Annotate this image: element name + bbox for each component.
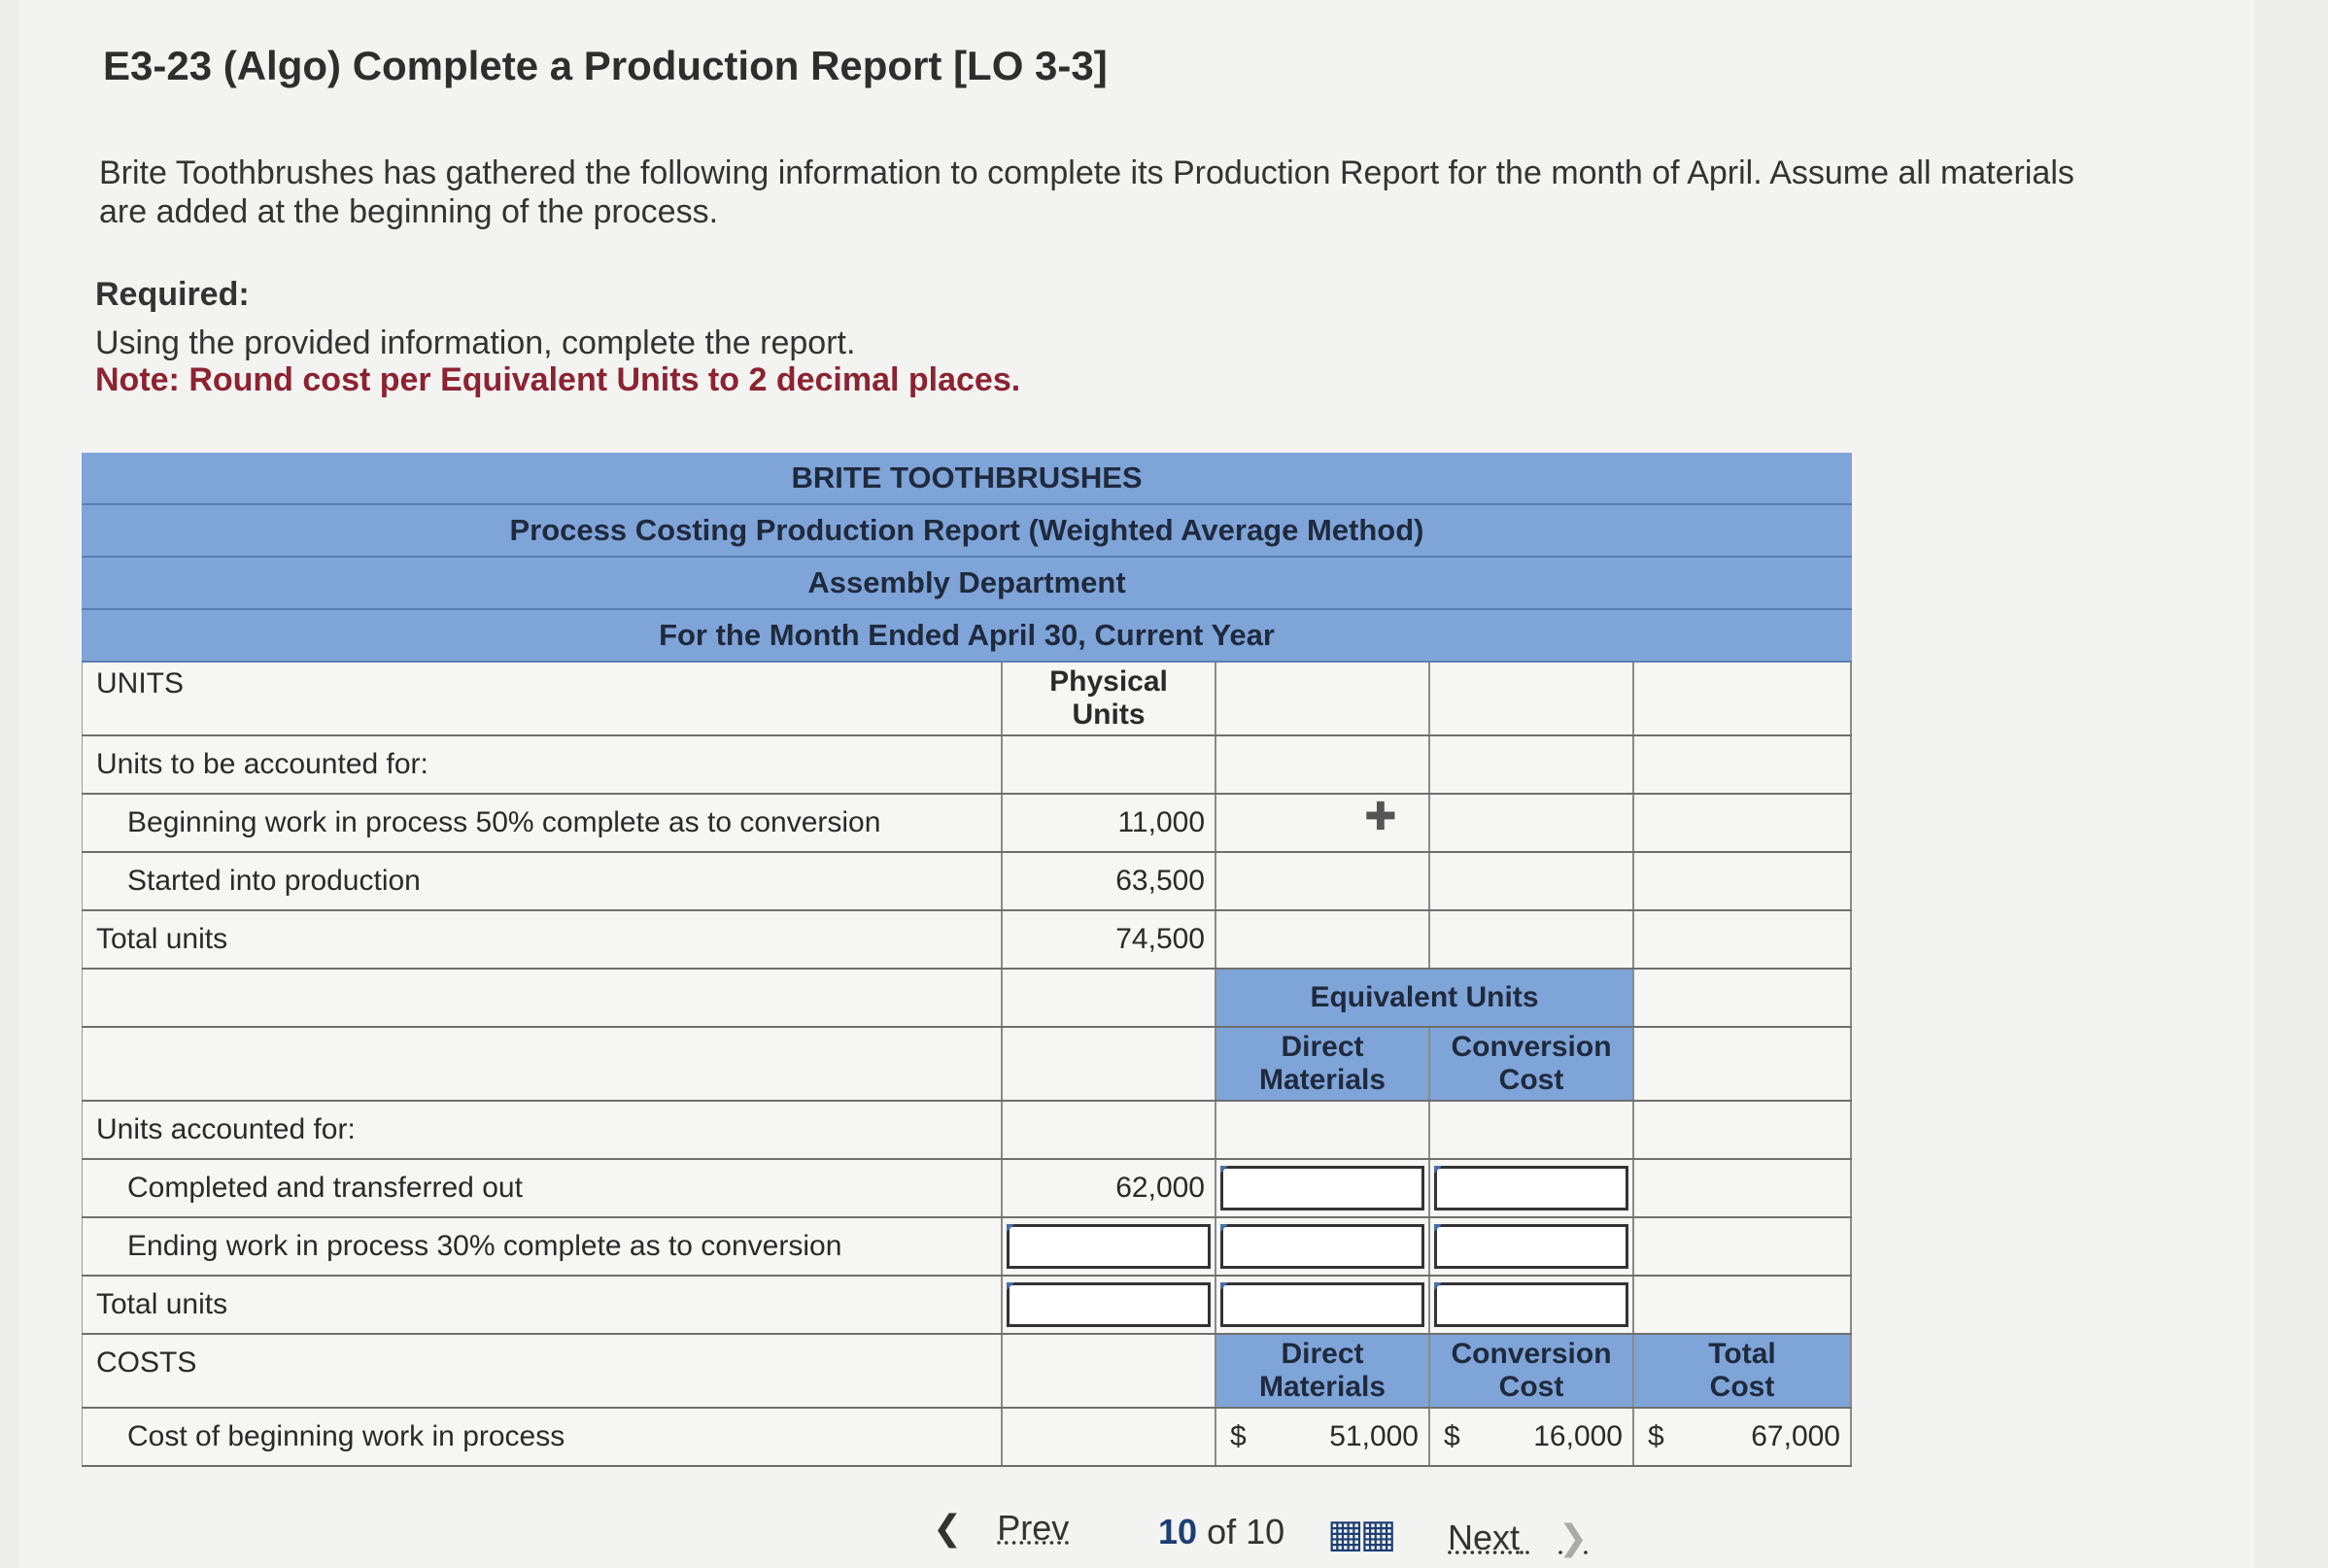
units-header-row	[82, 663, 1852, 736]
total-units-row	[82, 911, 1852, 970]
eu-direct-line2: Materials	[1258, 1064, 1387, 1096]
problem-title: E3-23 (Algo) Complete a Production Report [LO 3-3]	[103, 43, 1108, 88]
report-period: For the Month Ended April 30, Current Year	[82, 610, 1852, 663]
prev-button[interactable]	[933, 1508, 1069, 1549]
chevron-right-icon: ❯	[1558, 1517, 1589, 1557]
beg-cost-row	[82, 1409, 1852, 1467]
completed-units: 62,000	[1001, 1160, 1215, 1216]
prev-label: Prev	[997, 1508, 1070, 1548]
ending-wip-label: Ending work in process 30% complete as to conversion	[82, 1218, 1001, 1275]
beg-cost-dm: 51,000	[1329, 1420, 1419, 1452]
physical-units-line2: Units	[1072, 699, 1146, 731]
rounding-note: Note: Round cost per Equivalent Units to 2 decimal places.	[95, 361, 1021, 398]
move-cursor-icon: ✚	[1364, 796, 1397, 838]
ending-wip-units-input[interactable]	[1007, 1224, 1211, 1269]
beg-cost-label: Cost of beginning work in process	[82, 1409, 1001, 1465]
started-units: 63,500	[1001, 853, 1215, 909]
completed-cc-input[interactable]	[1434, 1166, 1628, 1210]
beg-cost-total: 67,000	[1751, 1420, 1840, 1452]
total-cc-input[interactable]	[1434, 1282, 1628, 1327]
next-label: Next	[1448, 1517, 1521, 1557]
total-dm-input[interactable]	[1220, 1282, 1424, 1327]
eu-conversion-line2: Cost	[1498, 1064, 1564, 1096]
total-units-label-2: Total units	[82, 1277, 1001, 1333]
cost-direct-line2: Materials	[1258, 1371, 1387, 1403]
pagination	[933, 1498, 1632, 1556]
cost-conversion-line2: Cost	[1498, 1371, 1564, 1403]
eu-subheader-row	[82, 1028, 1852, 1102]
costs-header-row	[82, 1335, 1852, 1409]
problem-intro: Brite Toothbrushes has gathered the following information to complete its Production Report for the month of April. Assume all materials are added at the beginning of the process.	[99, 154, 2074, 230]
total-units-accounted-row	[82, 1277, 1852, 1335]
required-heading: Required:	[95, 276, 250, 313]
total-units-value: 74,500	[1001, 911, 1215, 968]
report-company: BRITE TOOTHBRUSHES	[82, 453, 1852, 505]
beg-wip-units: 11,000	[1001, 795, 1215, 851]
units-label: UNITS	[82, 663, 1001, 734]
units-accounted-row	[82, 1102, 1852, 1160]
next-button[interactable]	[1448, 1517, 1588, 1558]
started-label: Started into production	[82, 853, 1001, 909]
grid-icon[interactable]: ▦▦	[1327, 1513, 1393, 1555]
equivalent-units-row	[82, 970, 1852, 1028]
equivalent-units-header: Equivalent Units	[1215, 970, 1632, 1026]
page-counter	[1158, 1512, 1284, 1552]
production-report	[82, 453, 1852, 1467]
beg-cost-cc: 16,000	[1533, 1420, 1623, 1452]
beg-cost-dm-dollar: $	[1230, 1420, 1247, 1452]
units-to-account-label: Units to be accounted for:	[82, 736, 1001, 793]
eu-direct-line1: Direct	[1281, 1031, 1364, 1063]
physical-units-line1: Physical	[1049, 665, 1168, 698]
completed-row	[82, 1160, 1852, 1218]
cost-conversion-line1: Conversion	[1451, 1338, 1612, 1370]
beg-wip-row	[82, 795, 1852, 853]
required-text: Using the provided information, complete the report.	[95, 324, 856, 361]
report-department: Assembly Department	[82, 558, 1852, 610]
total-units-input[interactable]	[1007, 1282, 1211, 1327]
beg-cost-total-dollar: $	[1648, 1420, 1664, 1452]
chevron-left-icon: ❮	[933, 1508, 963, 1548]
report-title: Process Costing Production Report (Weighted Average Method)	[82, 505, 1852, 558]
completed-dm-input[interactable]	[1220, 1166, 1424, 1210]
completed-label: Completed and transferred out	[82, 1160, 1001, 1216]
cost-direct-line1: Direct	[1281, 1338, 1364, 1370]
total-units-label: Total units	[82, 911, 1001, 968]
ending-wip-dm-input[interactable]	[1220, 1224, 1424, 1269]
units-to-account-row	[82, 736, 1852, 795]
ending-wip-cc-input[interactable]	[1434, 1224, 1628, 1269]
units-accounted-label: Units accounted for:	[82, 1102, 1001, 1158]
ending-wip-row	[82, 1218, 1852, 1277]
beg-wip-label: Beginning work in process 50% complete as to conversion	[82, 795, 1001, 851]
eu-conversion-line1: Conversion	[1451, 1031, 1612, 1063]
page-total: of 10	[1207, 1512, 1285, 1551]
current-page: 10	[1158, 1512, 1198, 1551]
page	[19, 0, 2254, 1568]
costs-label: COSTS	[82, 1335, 1001, 1407]
total-cost-line1: Total	[1708, 1338, 1776, 1370]
total-cost-line2: Cost	[1709, 1371, 1775, 1403]
started-row	[82, 853, 1852, 911]
beg-cost-cc-dollar: $	[1444, 1420, 1460, 1452]
